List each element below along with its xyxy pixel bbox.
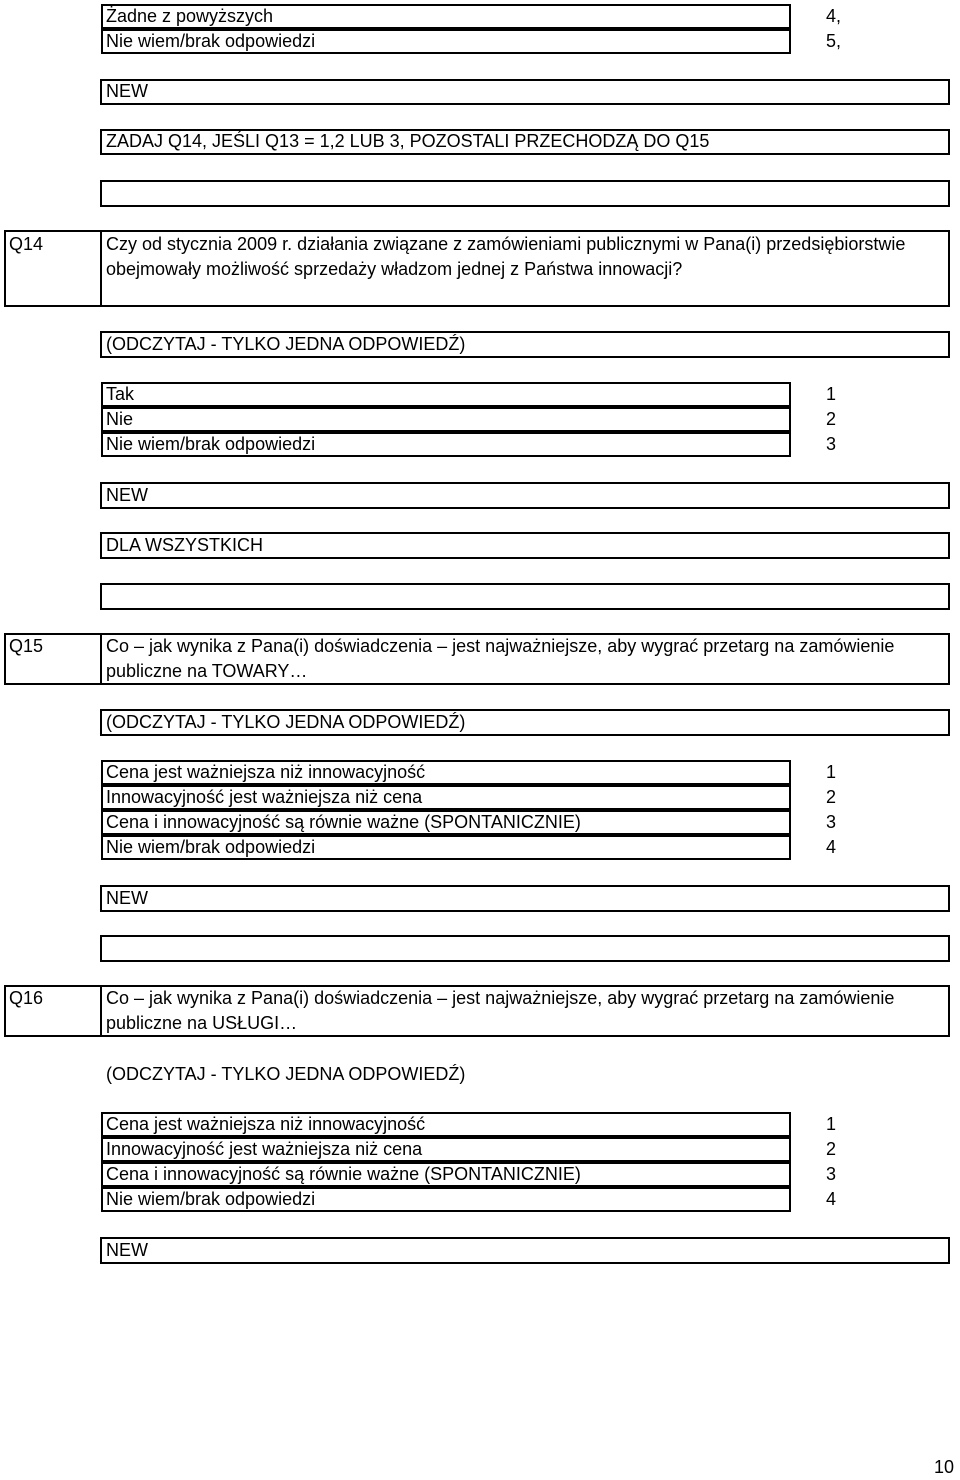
option-row-box — [101, 382, 791, 407]
question-number: Q15 — [9, 636, 44, 656]
option-label: Innowacyjność jest ważniejsza niż cena — [106, 1139, 423, 1159]
option-code: 4 — [826, 1189, 837, 1209]
new-label: NEW — [106, 1240, 148, 1260]
option-label: Nie — [106, 409, 134, 429]
empty-box — [100, 583, 950, 610]
option-code: 3 — [826, 434, 837, 454]
new-box — [100, 79, 950, 105]
routing-instruction: ZADAJ Q14, JEŚLI Q13 = 1,2 LUB 3, POZOSTALI PRZECHODZĄ DO Q15 — [106, 131, 710, 151]
option-label: Cena jest ważniejsza niż innowacyjność — [106, 1114, 426, 1134]
new-box — [100, 482, 950, 509]
option-label: Nie wiem/brak odpowiedzi — [106, 1189, 316, 1209]
read-instruction: (ODCZYTAJ - TYLKO JEDNA ODPOWIEDŹ) — [106, 334, 466, 354]
option-label: Nie wiem/brak odpowiedzi — [106, 31, 316, 51]
option-label: Cena i innowacyjność są równie ważne (SPONTANICZNIE) — [106, 1164, 581, 1184]
page-number: 10 — [934, 1457, 955, 1477]
question-text: Czy od stycznia 2009 r. działania związane z zamówieniami publicznymi w Pana(i) przedsiębiorstwie obejmowały możliwość sprzedaży władzom jednej z Państwa innowacji? — [106, 234, 906, 279]
new-box — [100, 885, 950, 912]
option-label: Nie wiem/brak odpowiedzi — [106, 434, 316, 454]
empty-box — [100, 935, 950, 962]
option-code: 5, — [826, 31, 842, 51]
empty-box — [100, 180, 950, 207]
option-code: 2 — [826, 1139, 837, 1159]
for-all-label: DLA WSZYSTKICH — [106, 535, 264, 555]
read-instruction: (ODCZYTAJ - TYLKO JEDNA ODPOWIEDŹ) — [106, 712, 466, 732]
option-label: Tak — [106, 384, 135, 404]
option-code: 1 — [826, 384, 837, 404]
option-code: 1 — [826, 1114, 837, 1134]
option-code: 4, — [826, 6, 842, 26]
option-label: Cena jest ważniejsza niż innowacyjność — [106, 762, 426, 782]
option-code: 2 — [826, 409, 837, 429]
option-label: Nie wiem/brak odpowiedzi — [106, 837, 316, 857]
question-number: Q16 — [9, 988, 44, 1008]
new-label: NEW — [106, 888, 148, 908]
option-code: 3 — [826, 812, 837, 832]
option-label: Cena i innowacyjność są równie ważne (SPONTANICZNIE) — [106, 812, 581, 832]
new-label: NEW — [106, 485, 148, 505]
option-label: Innowacyjność jest ważniejsza niż cena — [106, 787, 423, 807]
option-label: Żadne z powyższych — [106, 6, 274, 26]
option-code: 2 — [826, 787, 837, 807]
read-instruction: (ODCZYTAJ - TYLKO JEDNA ODPOWIEDŹ) — [106, 1064, 466, 1084]
question-number: Q14 — [9, 234, 44, 254]
option-code: 4 — [826, 837, 837, 857]
option-row-box — [101, 407, 791, 432]
question-text: Co – jak wynika z Pana(i) doświadczenia – jest najważniejsze, aby wygrać przetarg na zamówienie publiczne na TOWARY… — [106, 636, 895, 681]
new-box — [100, 1237, 950, 1264]
question-text: Co – jak wynika z Pana(i) doświadczenia – jest najważniejsze, aby wygrać przetarg na zamówienie publiczne na USŁUGI… — [106, 988, 895, 1033]
option-code: 3 — [826, 1164, 837, 1184]
option-code: 1 — [826, 762, 837, 782]
new-label: NEW — [106, 81, 148, 101]
